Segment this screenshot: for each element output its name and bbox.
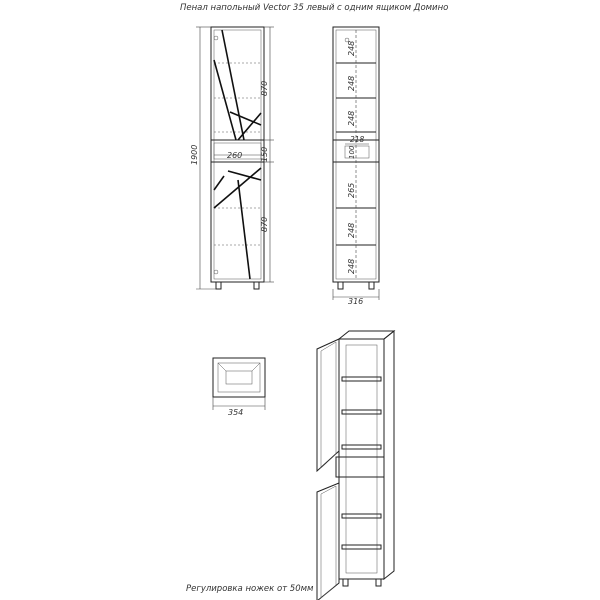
dim-drawer-inner-width: 218	[350, 135, 365, 144]
drawing-title: Пенал напольный Vector 35 левый с одним ящиком Домино	[180, 3, 449, 13]
front-view	[190, 27, 274, 289]
iso-shelf	[342, 377, 381, 381]
iso-shelf	[342, 445, 381, 449]
section-view	[333, 27, 379, 306]
leg	[338, 282, 343, 289]
dim-shelf-gap-5: 248	[347, 222, 356, 238]
dim-side-depth: 316	[348, 297, 364, 306]
dim-drawer-height: 150	[260, 146, 269, 162]
isometric-view	[317, 331, 394, 600]
dim-shelf-gap-4: 265	[347, 182, 356, 198]
dim-lower-door: 870	[260, 216, 269, 232]
dim-shelf-gap-1: 248	[347, 40, 356, 56]
leg-adjustment-note: Регулировка ножек от 50мм	[186, 584, 314, 594]
dim-upper-door: 870	[260, 80, 269, 96]
dim-drawer-inner-height: 100	[348, 145, 356, 159]
dim-total-height: 1900	[190, 144, 199, 165]
iso-shelf	[342, 514, 381, 518]
leg	[216, 282, 221, 289]
iso-shelf	[342, 545, 381, 549]
top-view	[213, 358, 265, 417]
leg	[343, 579, 348, 586]
top-view-outline	[213, 358, 265, 397]
dim-shelf-gap-6: 248	[347, 258, 356, 274]
dim-top-width: 354	[228, 408, 244, 417]
dim-shelf-gap-3: 248	[347, 110, 356, 126]
dim-drawer-width: 260	[227, 151, 243, 160]
leg	[254, 282, 259, 289]
decor-line	[222, 30, 244, 140]
iso-right-side	[384, 331, 394, 579]
dim-shelf-gap-2: 248	[347, 75, 356, 91]
leg	[376, 579, 381, 586]
leg	[369, 282, 374, 289]
iso-upper-door	[317, 339, 339, 471]
iso-shelf	[342, 410, 381, 414]
iso-lower-door	[317, 483, 339, 600]
